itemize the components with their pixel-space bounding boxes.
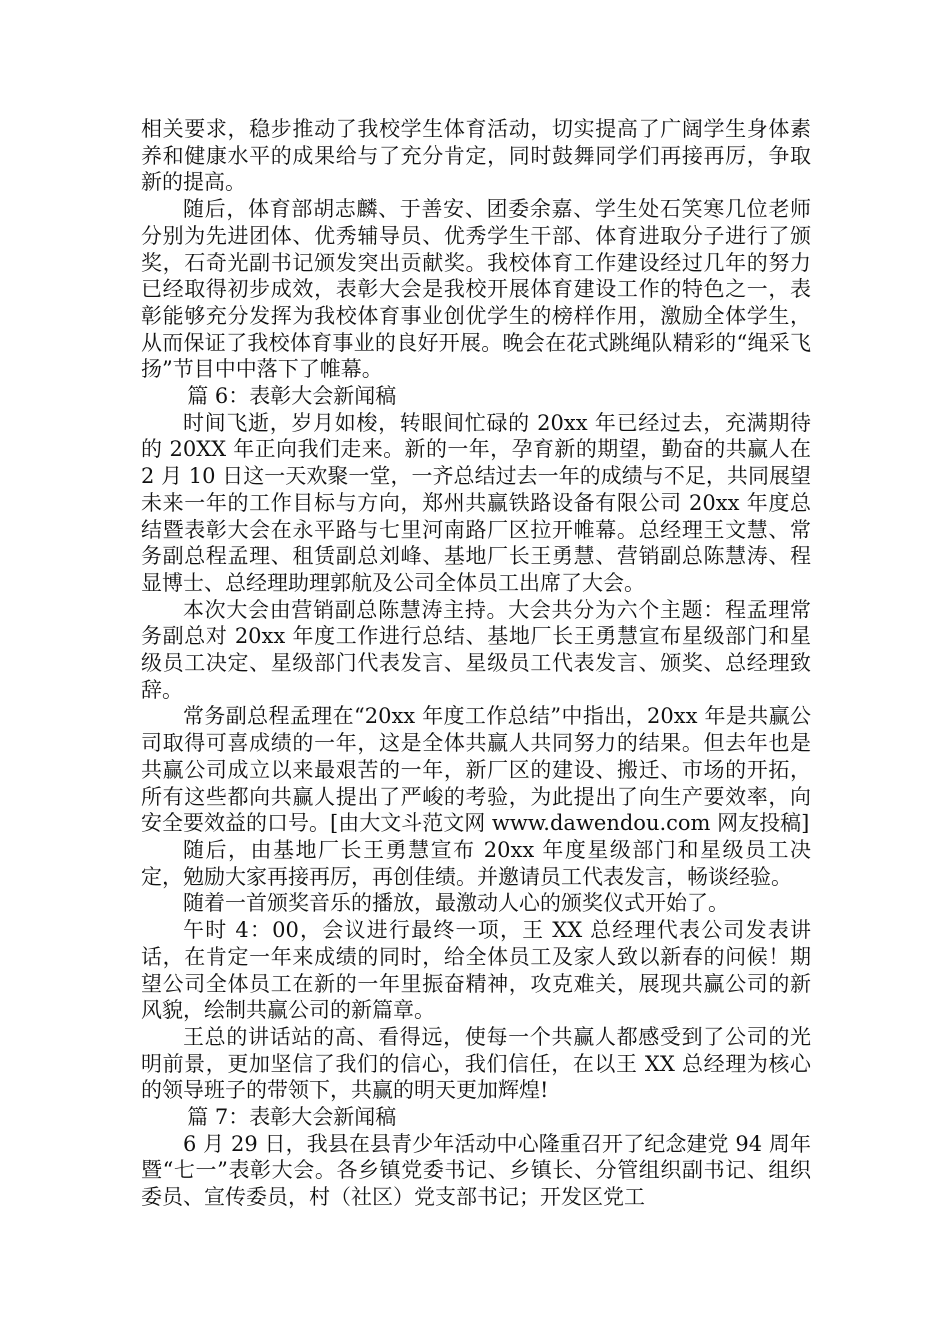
paragraph-county-meeting: 6 月 29 日，我县在县青少年活动中心隆重召开了纪念建党 94 周年暨“七一”表彰大会。各乡镇党委书记、乡镇长、分管组织副书记、组织委员、宣传委员，村（社区）党支部书记；开发区党工 bbox=[141, 1131, 811, 1210]
paragraph-awards: 随后，体育部胡志麟、于善安、团委余嘉、学生处石笑寒几位老师分别为先进团体、优秀辅导员、优秀学生干部、体育进取分子进行了颁奖，石奇光副书记颁发突出贡献奖。我校体育工作建设经过几年的努力已经取得初步成效，表彰大会是我校开展体育建设工作的特色之一，表彰能够充分发挥为我校体育事业创优学生的榜样作用，激励全体学生，从而保证了我校体育事业的良好开展。晚会在花式跳绳队精彩的“绳采飞扬”节目中中落下了帷幕。 bbox=[141, 197, 811, 382]
document-body bbox=[141, 116, 811, 1211]
paragraph-ceremony: 随着一首颁奖音乐的播放，最激动人心的颁奖仪式开始了。 bbox=[183, 891, 729, 916]
paragraph-closing-speech: 午时 4：00，会议进行最终一项，王 XX 总经理代表公司发表讲话，在肯定一年来成绩的同时，给全体员工及家人致以新春的问候！期望公司全体员工在新的一年里振奋精神，攻克难关，展现共赢公司的新风貌，绘制共赢公司的新篇章。 bbox=[141, 918, 811, 1023]
paragraph-continuation: 相关要求，稳步推动了我校学生体育活动，切实提高了广阔学生身体素养和健康水平的成果给与了充分肯定，同时鼓舞同学们再接再厉，争取新的提高。 bbox=[141, 117, 811, 195]
section-heading-7: 篇 7：表彰大会新闻稿 bbox=[187, 1105, 397, 1130]
paragraph-agenda: 本次大会由营销副总陈慧涛主持。大会共分为六个主题：程孟理常务副总对 20xx 年度工作进行总结、基地厂长王勇慧宣布星级部门和星级员工决定、星级部门代表发言、星级员工代表发言、颁奖、总经理致辞。 bbox=[141, 597, 811, 702]
paragraph-announcement: 随后，由基地厂长王勇慧宣布 20xx 年度星级部门和星级员工决定，勉励大家再接再厉，再创佳绩。并邀请员工代表发言，畅谈经验。 bbox=[141, 837, 811, 889]
section-heading-6: 篇 6：表彰大会新闻稿 bbox=[187, 384, 397, 409]
paragraph-summary: 常务副总程孟理在“20xx 年度工作总结”中指出，20xx 年是共赢公司取得可喜成绩的一年，这是全体共赢人共同努力的结果。但去年也是共赢公司成立以来最艰苦的一年，新厂区的建设、搬迁、市场的开拓，所有这些都向共赢人提出了严峻的考验，为此提出了向生产要效率，向安全要效益的口号。[由大文斗范文网 www.dawendou.com 网友投稿] bbox=[141, 704, 811, 836]
paragraph-intro: 时间飞逝，岁月如梭，转眼间忙碌的 20xx 年已经过去，充满期待的 20XX 年正向我们走来。新的一年，孕育新的期望，勤奋的共赢人在 2 月 10 日这一天欢聚一堂，一齐总结过去一年的成绩与不足，共同展望未来一年的工作目标与方向，郑州共赢铁路设备有限公司 20xx 年度总结暨表彰大会在永平路与七里河南路厂区拉开帷幕。总经理王文慧、常务副总程孟理、租赁副总刘峰、基地厂长王勇慧、营销副总陈慧涛、程显博士、总经理助理郭航及公司全体员工出席了大会。 bbox=[141, 410, 811, 595]
paragraph-conclusion: 王总的讲话站的高、看得远，使每一个共赢人都感受到了公司的光明前景，更加坚信了我们的信心，我们信任，在以王 XX 总经理为核心的领导班子的带领下，共赢的明天更加辉煌! bbox=[141, 1024, 811, 1103]
